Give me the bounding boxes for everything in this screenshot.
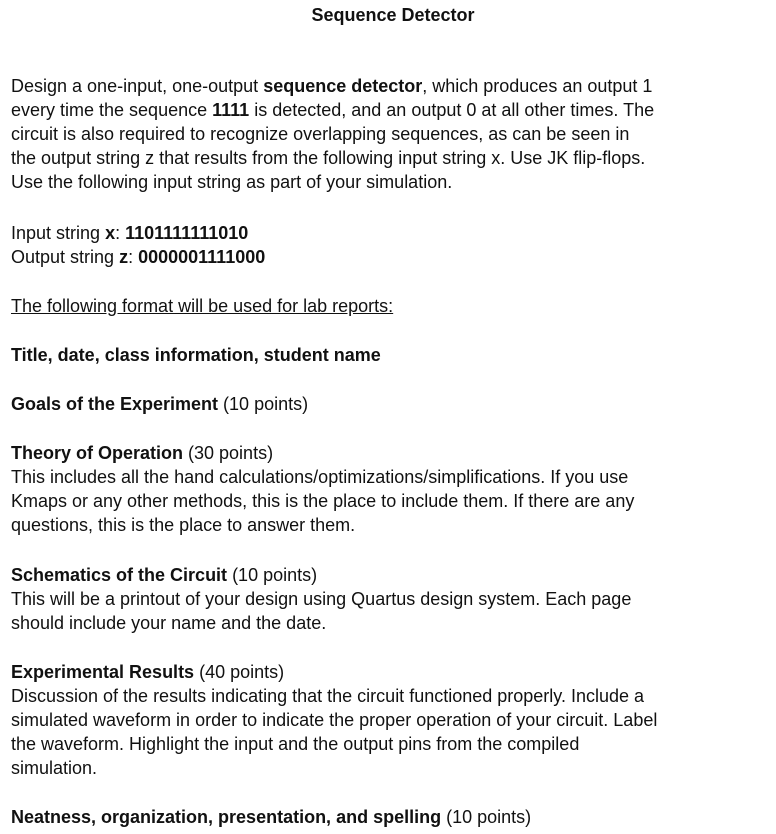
intro-paragraph xyxy=(11,74,773,194)
format-heading-block xyxy=(11,294,773,318)
schematics-heading xyxy=(11,563,773,587)
title-info-line xyxy=(11,343,773,367)
neatness-title: Neatness, organization, presentation, and spelling xyxy=(11,807,442,827)
experimental-heading xyxy=(11,660,773,684)
intro-bold-term: sequence detector xyxy=(263,76,423,96)
schematics-line-1: This will be a printout of your design using Quartus design system. Each page xyxy=(11,589,632,609)
neatness-points: (10 points) xyxy=(441,807,532,827)
theory-heading xyxy=(11,441,773,465)
intro-text: Design a one-input, one-output xyxy=(11,76,264,96)
page-title: Sequence Detector xyxy=(311,5,475,25)
output-string-sep: : xyxy=(128,247,139,267)
output-string-value: 0000001111000 xyxy=(138,247,266,267)
intro-line-3: circuit is also required to recognize overlapping sequences, as can be seen in xyxy=(11,124,630,144)
output-string-var: z xyxy=(119,247,129,267)
goals-title: Goals of the Experiment xyxy=(11,394,219,414)
intro-line-2 xyxy=(11,98,773,122)
input-string-line xyxy=(11,221,773,245)
section-theory xyxy=(11,441,773,537)
intro-line-4: the output string z that results from the following input string x. Use JK flip-flops. xyxy=(11,148,646,168)
theory-line-3: questions, this is the place to answer them. xyxy=(11,515,356,535)
schematics-points: (10 points) xyxy=(227,565,318,585)
experimental-line-2: simulated waveform in order to indicate the proper operation of your circuit. Label xyxy=(11,710,658,730)
output-string-line xyxy=(11,245,773,269)
input-string-sep: : xyxy=(115,223,126,243)
theory-line-1: This includes all the hand calculations/optimizations/simplifications. If you use xyxy=(11,467,629,487)
theory-title: Theory of Operation xyxy=(11,443,184,463)
goals-heading xyxy=(11,392,773,416)
intro-line-5: Use the following input string as part of your simulation. xyxy=(11,172,453,192)
input-string-var: x xyxy=(105,223,116,243)
experimental-points: (40 points) xyxy=(194,662,285,682)
section-schematics xyxy=(11,563,773,635)
intro-text: every time the sequence xyxy=(11,100,213,120)
intro-line-1 xyxy=(11,74,773,98)
goals-points: (10 points) xyxy=(218,394,309,414)
title-info-text: Title, date, class information, student name xyxy=(11,345,381,365)
intro-bold-sequence: 1111 xyxy=(212,100,250,120)
format-heading: The following format will be used for lab reports: xyxy=(11,296,394,316)
experimental-title: Experimental Results xyxy=(11,662,195,682)
strings-block xyxy=(11,221,773,269)
neatness-heading xyxy=(11,805,773,829)
experimental-line-4: simulation. xyxy=(11,758,98,778)
experimental-line-1: Discussion of the results indicating that the circuit functioned properly. Include a xyxy=(11,686,645,706)
schematics-title: Schematics of the Circuit xyxy=(11,565,228,585)
input-string-value: 1101111111010 xyxy=(125,223,249,243)
input-string-label: Input string xyxy=(11,223,106,243)
theory-points: (30 points) xyxy=(183,443,274,463)
intro-text: , which produces an output 1 xyxy=(422,76,653,96)
theory-line-2: Kmaps or any other methods, this is the place to include them. If there are any xyxy=(11,491,635,511)
schematics-line-2: should include your name and the date. xyxy=(11,613,327,633)
section-experimental xyxy=(11,660,773,780)
intro-text: is detected, and an output 0 at all other times. The xyxy=(249,100,655,120)
section-title-info xyxy=(11,343,773,367)
section-neatness xyxy=(11,805,773,829)
experimental-line-3: the waveform. Highlight the input and the output pins from the compiled xyxy=(11,734,580,754)
section-goals xyxy=(11,392,773,416)
output-string-label: Output string xyxy=(11,247,120,267)
